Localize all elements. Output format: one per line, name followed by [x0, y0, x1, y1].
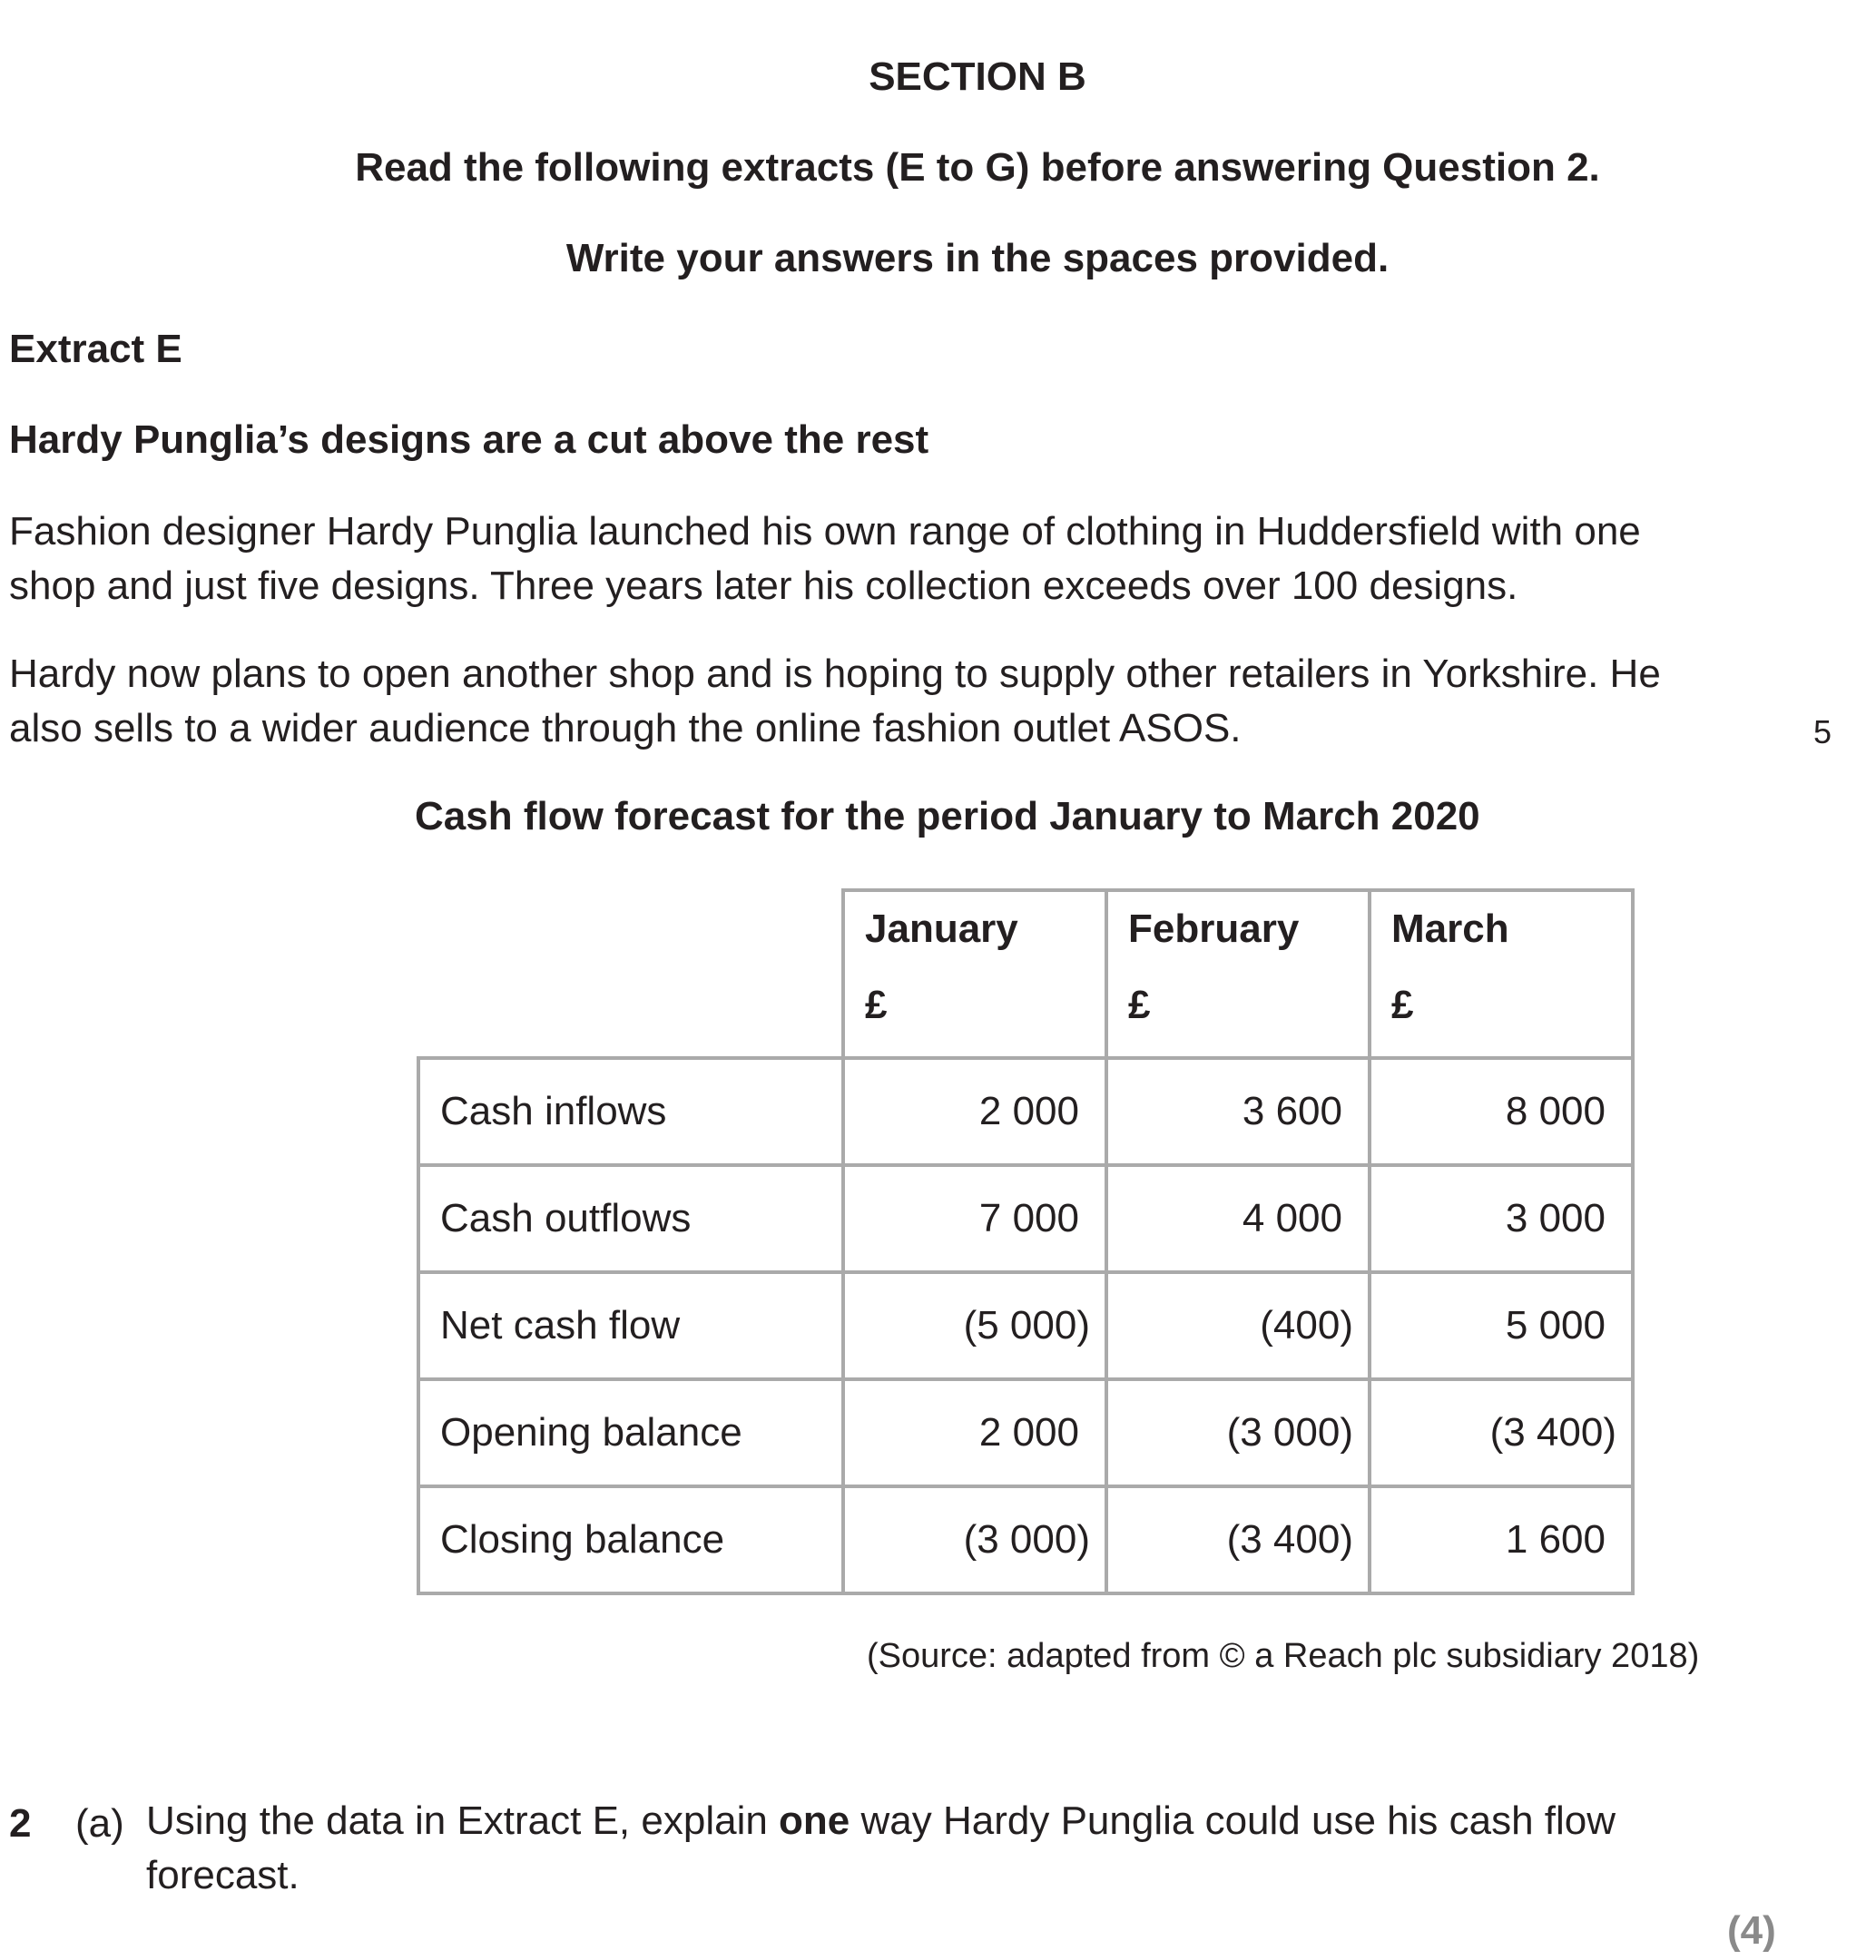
table-cell: 4 000	[1106, 1165, 1370, 1272]
table-row	[418, 1486, 1633, 1593]
table-cell: (3 000)	[1106, 1379, 1370, 1486]
table-cell: 3 000	[1370, 1165, 1633, 1272]
table-corner-blank	[418, 890, 843, 1058]
table-source: (Source: adapted from © a Reach plc subsidiary 2018)	[867, 1637, 1700, 1675]
currency-symbol: £	[1391, 983, 1414, 1027]
column-header-january	[843, 890, 1106, 1058]
question-part: (a)	[75, 1801, 124, 1846]
month-name: March	[1391, 906, 1509, 951]
month-name: February	[1128, 906, 1300, 951]
table-title: Cash flow forecast for the period January to March 2020	[415, 794, 1480, 838]
table-row	[418, 1165, 1633, 1272]
row-label: Cash outflows	[418, 1165, 843, 1272]
row-label: Cash inflows	[418, 1058, 843, 1165]
column-header-march	[1370, 890, 1633, 1058]
extract-paragraph-2: Hardy now plans to open another shop and is hoping to supply other retailers in Yorkshire. He also sells to a wider audience through the online fashion outlet ASOS.	[9, 652, 1661, 750]
table-header-row	[418, 890, 1633, 1058]
table-cell: (400)	[1106, 1272, 1370, 1379]
table-cell: 7 000	[843, 1165, 1106, 1272]
table-cell: 1 600	[1370, 1486, 1633, 1593]
table-cell: (3 400)	[1106, 1486, 1370, 1593]
question-number: 2	[9, 1801, 32, 1846]
line-number: 5	[1813, 713, 1832, 750]
table-cell: 2 000	[843, 1058, 1106, 1165]
table-cell: 2 000	[843, 1379, 1106, 1486]
cash-flow-table	[417, 888, 1635, 1595]
extract-paragraph-1: Fashion designer Hardy Punglia launched his own range of clothing in Huddersfield with one shop and just five designs. Three years later his collection exceeds over 100 designs.	[9, 509, 1641, 608]
table-row	[418, 1272, 1633, 1379]
extract-label: Extract E	[9, 327, 182, 371]
instruction-read: Read the following extracts (E to G) before answering Question 2.	[355, 145, 1600, 190]
table-cell: 5 000	[1370, 1272, 1633, 1379]
row-label: Closing balance	[418, 1486, 843, 1593]
section-title: SECTION B	[869, 54, 1086, 99]
table-row	[418, 1058, 1633, 1165]
table-cell: 8 000	[1370, 1058, 1633, 1165]
question-marks: (4)	[1727, 1908, 1776, 1953]
row-label: Opening balance	[418, 1379, 843, 1486]
month-name: January	[865, 906, 1018, 951]
instruction-write: Write your answers in the spaces provided.	[565, 236, 1390, 280]
table-cell: 3 600	[1106, 1058, 1370, 1165]
currency-symbol: £	[865, 983, 888, 1027]
table-cell: (3 400)	[1370, 1379, 1633, 1486]
row-label: Net cash flow	[418, 1272, 843, 1379]
currency-symbol: £	[1128, 983, 1151, 1027]
extract-headline: Hardy Punglia’s designs are a cut above the rest	[9, 417, 929, 462]
question-text-before: Using the data in Extract E, explain	[146, 1798, 780, 1843]
column-header-february	[1106, 890, 1370, 1058]
table-row	[418, 1379, 1633, 1486]
table-cell: (5 000)	[843, 1272, 1106, 1379]
question-text-emphasis: one	[779, 1798, 850, 1843]
table-cell: (3 000)	[843, 1486, 1106, 1593]
question-text	[146, 1794, 1743, 1903]
question-text-after: way Hardy Punglia could use his cash flow forecast.	[146, 1798, 1616, 1897]
